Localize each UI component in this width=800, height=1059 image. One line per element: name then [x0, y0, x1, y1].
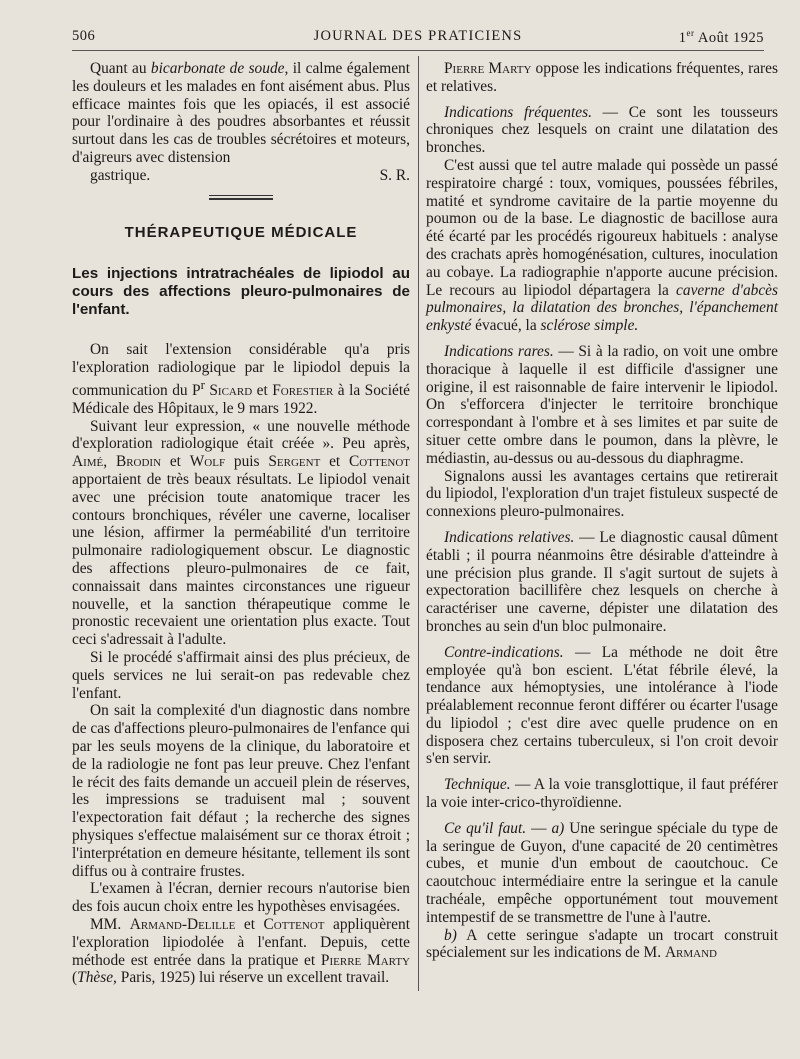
r-paragraph-1: Pierre Marty oppose les indications fréquentes, rares et relatives. [426, 60, 778, 95]
article-title: Les injections intratrachéales de lipiodol au cours des affections pleuro-pulmonaires de l'enfant. [72, 265, 410, 319]
journal-title: JOURNAL DES PRATICIENS [313, 28, 523, 44]
r-contre-indications: Contre-indications. — La méthode ne doit être employée qu'à bon escient. L'état fébrile élevé, la tendance aux hémoptysies, une intolérance à l'iode préalablement reconnue feront différer ou écarter l'usage du lipiodol ; c'est dire avec quelle prudence on en disposera chez certains tuberculeux, si l'on croit devoir s'en servir. [426, 643, 778, 768]
paragraph-1: On sait l'extension considérable qu'a pris l'exploration radiologique par le lipiodol depuis la communication du $P^r$ Sicard et Forestier à la Société Médicale des Hôpitaux, le 9 mars 1922. [72, 341, 410, 417]
r-paragraph-3: C'est aussi que tel autre malade qui possède un passé respiratoire chargé : toux, vomiques, poussées fébriles, matité et syndrome cavitaire de la partie moyenne du poumon ou de la base. Le diagnostic de bacillose aura été écarté par les procédés rigoureux habituels : analyse des crachats après homogénésation, cultures, inoculation au cobaye. La radiographie n'apporte aucune précision. Le recours au lipiodol départagera la caverne d'abcès pulmonaires, la dilatation des bronches, l'épanchement enkysté évacué, la sclérose simple. [426, 156, 778, 335]
left-column [72, 60, 410, 987]
r-indications-relatives: Indications relatives. — Le diagnostic causal dûment établi ; il pourra néanmoins être désirable d'atteindre à une précision plus grande. Il s'agit surtout de sujets à expectoration bacillifère chez lesquels on cherche à caractériser une caverne, dépister une dilatation des bronches au sein d'un bloc pulmonaire. [426, 528, 778, 635]
section-title: THÉRAPEUTIQUE MÉDICALE [124, 223, 358, 241]
page-number: 506 [72, 28, 96, 44]
paragraph-3: Si le procédé s'affirmait ainsi des plus précieux, de quels services ne lui serait-on pas redevable chez l'enfant. [72, 649, 410, 702]
paragraph-6: MM. Armand-Delille et Cottenot appliquèrent l'exploration lipiodolée à l'enfant. Depuis, cette méthode est entrée dans la pratique et Pierre Marty (Thèse, Paris, 1925) lui réserve un excellent travail. [72, 916, 410, 987]
section-ornament [72, 195, 410, 200]
running-header [72, 28, 764, 50]
r-ce-qu-il-faut: Ce qu'il faut. — a) Une seringue spéciale du type de la seringue de Guyon, d'une capacité de 20 centimètres cubes, et munie d'un embout de caoutchouc. Ce caoutchouc intermédiaire entre la seringue et la canule trachéale, empêche opportunément tout mouvement intempestif de se transmettre de l'une à l'autre. [426, 819, 778, 926]
date-rest: Août 1925 [694, 29, 764, 46]
signature: S. R. [379, 166, 410, 184]
paragraph-5: L'examen à l'écran, dernier recours n'autorise bien des fois aucun choix entre les hypothèses envisagées. [72, 880, 410, 916]
issue-date [679, 28, 764, 47]
intro-paragraph: Quant au bicarbonate de soude, il calme également les douleurs et les malades en font aisément abus. Plus efficace maintes fois que les opiacés, il est associé pour l'ordinaire à des poudres absorbantes et réussit surtout dans les cas de troubles sécrétoires et moteurs, d'aigreurs avec distension [72, 60, 410, 166]
date-day: 1 [678, 29, 687, 46]
date-sup: er [686, 28, 695, 38]
header-rule [72, 50, 764, 51]
paragraph-2: Suivant leur expression, « une nouvelle méthode d'exploration radiologique était créée ». Peu après, Aimé, Brodin et Wolf puis Sergent et Cottenot apportaient de très beaux résultats. Le lipiodol venait avec une précision toute anatomique tracer les contours bronchiques, révéler une caverne, localiser une lésion, affirmer la perméabilité d'un territoire pulmonaire radiologiquement obscur. Le diagnostic des affections pleuro-pulmonaires de ce fait, connaissait dans maintes circonstances une rigueur nouvelle, et la sanction thérapeutique comme le pronostic recevaient une orientation plus exacte. Tout ceci s'adressait à l'adulte. [72, 417, 410, 649]
r-indications-frequentes: Indications fréquentes. — Ce sont les tousseurs chroniques chez lesquels on craint une dilatation des bronches. [426, 103, 778, 157]
r-technique: Technique. — A la voie transglottique, il faut préférer la voie inter-crico-thyroïdienne. [426, 776, 778, 812]
r-paragraph-10: b) A cette seringue s'adapte un trocart construit spécialement sur les indications de M. Armand [426, 926, 778, 962]
right-column [426, 60, 778, 962]
intro-last-line: gastrique. S. R. [90, 166, 410, 184]
paragraph-4: On sait la complexité d'un diagnostic dans nombre de cas d'affections pleuro-pulmonaires de l'enfance qui par les seuls moyens de la clinique, du laboratoire et de la radiologie ne font pas leur preuve. Chez l'enfant le récit des faits demande un accueil plein de réserves, les impressions se traduisent mal ; souvent l'expectoration fait défaut ; la recherche des signes physiques s'effectue malaisément sur ce thorax étroit ; l'interprétation en demeure hésitante, tellement ils sont diffus ou à contraire frustes. [72, 702, 410, 880]
r-paragraph-5: Signalons aussi les avantages certains que retirerait du lipiodol, l'exploration d'un trajet fistuleux suspecté de connexions pleuro-pulmonaires. [426, 467, 778, 521]
column-divider [418, 56, 419, 991]
r-indications-rares: Indications rares. — Si à la radio, on voit une ombre thoracique à laquelle il est difficile d'assigner une origine, il est raisonnable de faire intervenir le lipiodol. On s'efforcera d'injecter le territoire bronchique correspondant à l'ombre et à ses limites et par suite de situer cette ombre dans le poumon, dans la plèvre, le médiastin, au-dessus ou au-dessous du diaphragme. [426, 342, 778, 467]
